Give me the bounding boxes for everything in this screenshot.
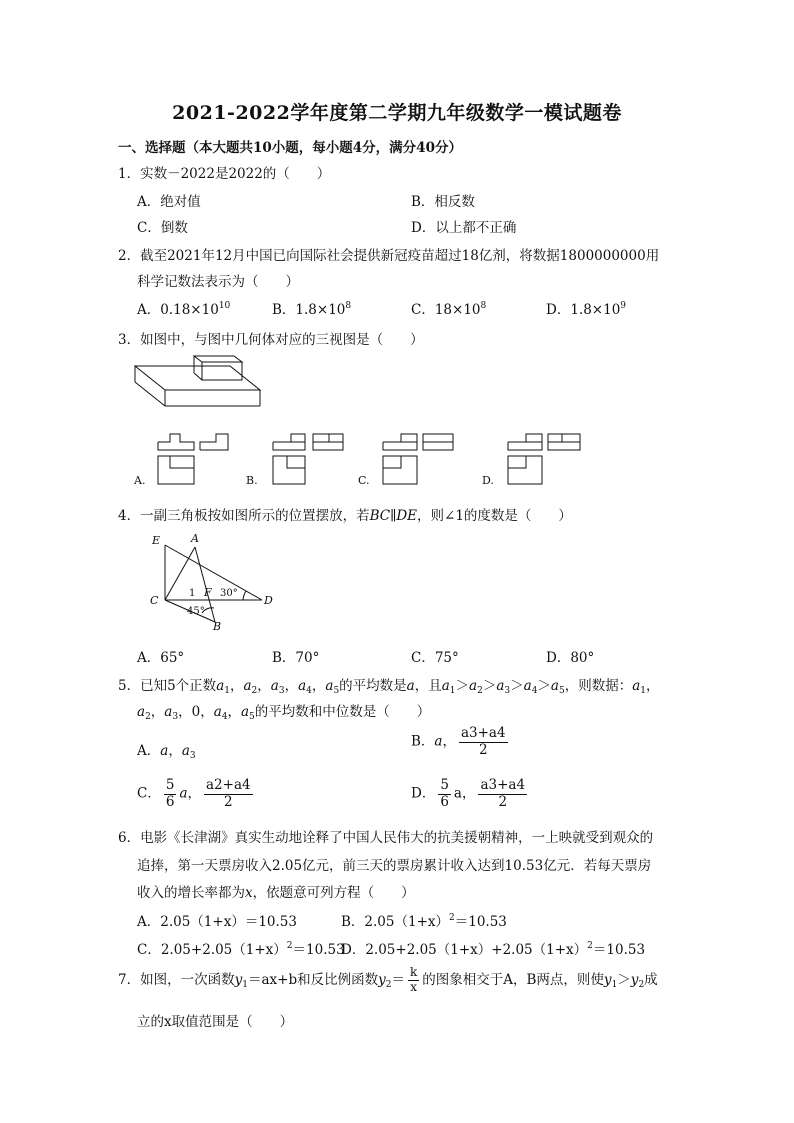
question-5-stem-line2: $a_2$，$a_3$，0，$a_4$，$a_5$的平均数和中位数是（ ）	[137, 704, 431, 722]
q6-option-a: A．2.05（1+x）＝10.53	[137, 914, 297, 930]
q5-d-numerator: a3+a4	[480, 777, 526, 793]
q4-triangle-figure	[140, 530, 290, 635]
q5-b-numerator: a3+a4	[460, 725, 506, 741]
question-4-stem	[118, 504, 572, 524]
q2-d-exp: 9	[620, 301, 627, 311]
q5-stem-post: ，且	[414, 678, 442, 694]
q6-option-c	[137, 938, 345, 958]
q3-option-d-views	[500, 428, 590, 488]
q5-c-label: C．	[137, 785, 161, 802]
q2-option-b	[272, 298, 351, 318]
q4-stem-post: ，则∠1的度数是（ ）	[417, 508, 572, 524]
q4-label-c: C	[150, 594, 159, 607]
q1-option-c: C．倒数	[137, 220, 188, 236]
question-6-line3	[137, 881, 415, 901]
q5-stem-tail: ，则数据：	[564, 678, 633, 694]
q6-line3-post: ，依题意可列方程（ ）	[252, 885, 415, 901]
q3-label-b: B.	[246, 474, 258, 487]
q6-option-b	[341, 910, 507, 930]
q4-label-d: D	[264, 594, 273, 607]
q7-eq1: ＝ax+b	[247, 971, 298, 988]
q6-d-pre: D．2.05+2.05（1+x）+2.05（1+x）	[341, 942, 588, 958]
q3-label-c: C.	[358, 474, 370, 487]
q7-eq2: ＝	[391, 971, 405, 988]
q6-b-exp: 2	[449, 913, 455, 923]
page-title: 2021-2022学年度第二学期九年级数学一模试题卷	[172, 102, 622, 124]
q2-b-exp: 8	[345, 301, 352, 311]
question-5-stem-line1: 5．已知5个正数$a_1$，$a_2$，$a_3$，$a_4$，$a_5$的平均数是a，且$a_1>a_2>a_3>a_4>a_5$，则数据：$a_1$，	[118, 678, 660, 696]
q5-option-a: A．a，$a_3$	[137, 743, 196, 761]
q4-option-a: A．65°	[137, 650, 185, 666]
q4-stem-pre: 4．一副三角板按如图所示的位置摆放，若	[118, 508, 370, 524]
q5-d-frac-num: 5	[440, 777, 449, 793]
q5-d-denominator: 2	[498, 793, 508, 810]
question-6-line1: 6．电影《长津湖》真实生动地诠释了中国人民伟大的抗美援朝精神，一上映就受到观众的	[118, 830, 654, 846]
q4-label-e: E	[152, 534, 161, 547]
q2-a-base: A．0.18×10	[137, 302, 219, 318]
q3-option-c-views	[375, 428, 465, 488]
q4-option-d: D．80°	[546, 650, 595, 666]
q6-line3-x: x	[245, 885, 253, 901]
q7-mid: 和反比例函数	[297, 971, 379, 988]
q2-c-base: C．18×10	[411, 302, 481, 318]
q2-c-exp: 8	[480, 301, 487, 311]
q6-c-post: ＝10.53	[292, 942, 345, 958]
q6-b-pre: B．2.05（1+x）	[341, 914, 449, 930]
q4-angle-45: 45°	[187, 606, 205, 617]
q7-frac-k: k	[409, 965, 418, 979]
q2-a-exp: 10	[218, 301, 231, 311]
q6-option-d	[341, 938, 645, 958]
q5-b-denominator: 2	[478, 741, 488, 758]
q5-a-label: A．	[137, 743, 161, 759]
q6-c-exp: 2	[286, 941, 293, 951]
q4-label-f: F	[204, 586, 212, 599]
q5-zero: 0	[191, 704, 201, 720]
q2-b-base: B．1.8×10	[272, 302, 346, 318]
q4-angle-1: 1	[189, 588, 196, 599]
q7-post: 的图象相交于A，B两点，则使	[422, 971, 604, 988]
q7-pre: 7．如图，一次函数	[118, 971, 235, 988]
q5-c-denominator: 2	[224, 793, 233, 810]
q1-option-a: A．绝对值	[137, 194, 201, 210]
q2-option-c	[411, 298, 486, 318]
q3-label-d: D.	[482, 474, 494, 487]
question-1-stem: 1．实数－2022是2022的（ ）	[118, 166, 331, 182]
q5-b-label: B．	[411, 733, 435, 750]
q3-solid-figure	[130, 352, 280, 414]
question-2-stem-line2: 科学记数法表示为（ ）	[137, 274, 299, 290]
question-3-stem: 3．如图中，与图中几何体对应的三视图是（ ）	[118, 332, 424, 348]
q5-c-frac-num: 5	[165, 777, 175, 793]
q7-frac-x: x	[410, 979, 417, 994]
q5-line2-post: 的平均数和中位数是（ ）	[254, 704, 431, 720]
section-heading: 一、选择题（本大题共10小题，每小题4分，满分40分）	[118, 140, 462, 156]
q6-d-exp: 2	[587, 941, 593, 951]
q6-b-post: ＝10.53	[454, 914, 507, 930]
q4-option-c: C．75°	[411, 650, 459, 666]
q1-option-b: B．相反数	[411, 194, 475, 210]
q5-option-c: C． $\frac{5}{6}$ a， $\frac{a2+a4}{2}$	[137, 777, 251, 810]
q5-c-frac-den: 6	[165, 793, 175, 810]
question-7-line1: 7．如图，一次函数$y_1=ax+b$和反比例函数$y_2=$ $\frac{k}{x}$ 的图象相交于A，B两点，则使$y_1>y_2$成	[118, 965, 658, 994]
q5-d-frac-den: 6	[440, 793, 449, 810]
q5-d-label: D．	[411, 785, 436, 802]
q2-option-a	[137, 298, 230, 318]
question-6-line2: 追捧，第一天票房收入2.05亿元，前三天的票房累计收入达到10.53亿元．若每天票房	[137, 858, 652, 874]
q4-stem-condition: BC∥DE	[369, 508, 418, 524]
q4-label-b: B	[213, 620, 222, 633]
q6-c-pre: C．2.05+2.05（1+x）	[137, 942, 287, 958]
q5-stem-pre: 5．已知5个正数	[118, 678, 217, 694]
q5-stem-a: a	[406, 678, 415, 694]
q6-line3-pre: 收入的增长率都为	[137, 885, 245, 901]
q4-angle-30: 30°	[220, 588, 238, 599]
q5-option-d: D． $\frac{5}{6}$ a， $\frac{a3+a4}{2}$	[411, 777, 526, 810]
q5-option-b: B．a， $\frac{a3+a4}{2}$	[411, 725, 506, 758]
q3-option-a-views	[150, 428, 240, 488]
q5-c-numerator: a2+a4	[206, 777, 251, 793]
q6-d-post: ＝10.53	[592, 942, 646, 958]
q3-label-a: A.	[134, 474, 146, 487]
question-7-line2: 立的x取值范围是（ ）	[137, 1014, 294, 1030]
q1-option-d: D．以上都不正确	[411, 220, 517, 236]
q3-option-b-views	[265, 428, 355, 488]
q4-label-a: A	[191, 532, 199, 545]
q7-tail: 成	[644, 971, 658, 988]
q4-option-b: B．70°	[272, 650, 320, 666]
q2-option-d	[546, 298, 626, 318]
q5-stem-mid: 的平均数是	[339, 678, 407, 694]
question-2-stem-line1: 2．截至2021年12月中国已向国际社会提供新冠疫苗超过18亿剂，将数据1800000000用	[118, 248, 660, 264]
q2-d-base: D．1.8×10	[546, 302, 621, 318]
